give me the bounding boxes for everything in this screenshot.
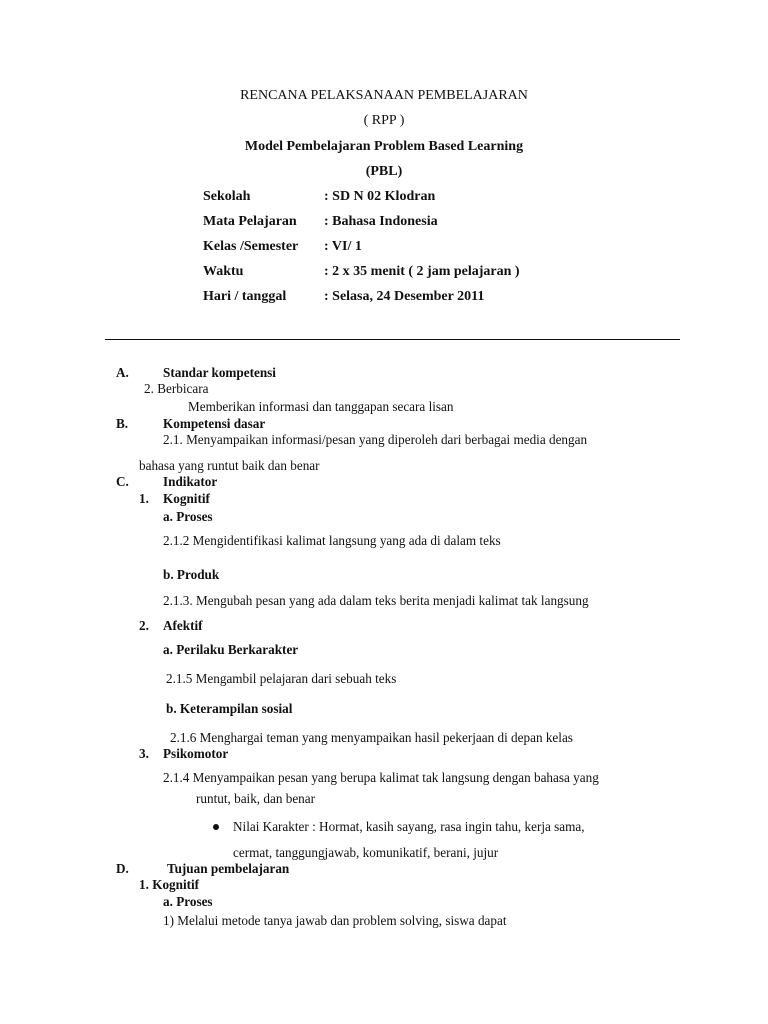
produk-heading: b. Produk	[163, 567, 220, 582]
psikomotor-number: 3.	[139, 746, 149, 761]
kognitif-number: 1.	[139, 491, 149, 506]
afektif-heading: Afektif	[163, 618, 203, 633]
section-a-desc: Memberikan informasi dan tanggapan secara lisan	[188, 399, 454, 414]
section-a-title: Standar kompetensi	[163, 365, 276, 380]
info-value-mapel: : Bahasa Indonesia	[324, 214, 438, 229]
info-label-hari: Hari / tanggal	[203, 289, 287, 304]
tujuan-item-1: 1) Melalui metode tanya jawab dan problem solving, siswa dapat	[163, 913, 507, 928]
model-abbr: (PBL)	[365, 164, 403, 179]
info-label-waktu: Waktu	[203, 264, 244, 279]
section-a-letter: A.	[116, 365, 129, 380]
keterampilan-heading: b. Keterampilan sosial	[166, 701, 293, 716]
info-value-hari: : Selasa, 24 Desember 2011	[324, 289, 485, 304]
nilai-karakter-line1: Nilai Karakter : Hormat, kasih sayang, rasa ingin tahu, kerja sama,	[233, 819, 585, 834]
info-value-sekolah: : SD N 02 Klodran	[324, 189, 436, 204]
indicator-2-1-6: 2.1.6 Menghargai teman yang menyampaikan hasil pekerjaan di depan kelas	[170, 730, 573, 745]
section-b-title: Kompetensi dasar	[163, 416, 266, 431]
bullet-icon	[213, 824, 219, 830]
kognitif-heading: Kognitif	[163, 491, 210, 506]
psikomotor-heading: Psikomotor	[163, 746, 229, 761]
info-label-sekolah: Sekolah	[203, 189, 251, 204]
section-d-letter: D.	[116, 861, 129, 876]
info-value-waktu: : 2 x 35 menit ( 2 jam pelajaran )	[324, 264, 520, 279]
model-title: Model Pembelajaran Problem Based Learning	[244, 139, 524, 154]
perilaku-heading: a. Perilaku Berkarakter	[163, 642, 299, 657]
proses-heading: a. Proses	[163, 509, 213, 524]
indicator-2-1-3: 2.1.3. Mengubah pesan yang ada dalam teks berita menjadi kalimat tak langsung	[163, 593, 589, 608]
info-label-mapel: Mata Pelajaran	[203, 214, 297, 229]
indicator-2-1-4-line1: 2.1.4 Menyampaikan pesan yang berupa kalimat tak langsung dengan bahasa yang	[163, 770, 599, 785]
info-value-kelas: : VI/ 1	[324, 239, 362, 254]
indicator-2-1-5: 2.1.5 Mengambil pelajaran dari sebuah teks	[166, 671, 397, 686]
section-b-letter: B.	[116, 416, 129, 431]
section-a-item: 2. Berbicara	[144, 381, 209, 396]
indicator-2-1-4-line2: runtut, baik, dan benar	[196, 791, 316, 806]
section-c-letter: C.	[116, 474, 129, 489]
tujuan-proses-heading: a. Proses	[163, 894, 213, 909]
afektif-number: 2.	[139, 618, 149, 633]
section-d-title: Tujuan pembelajaran	[167, 861, 290, 876]
section-c-title: Indikator	[163, 474, 218, 489]
section-b-line1: 2.1. Menyampaikan informasi/pesan yang diperoleh dari berbagai media dengan	[163, 432, 588, 447]
info-label-kelas: Kelas /Semester	[203, 239, 299, 254]
nilai-karakter-line2: cermat, tanggungjawab, komunikatif, berani, jujur	[233, 845, 499, 860]
horizontal-rule	[105, 339, 680, 340]
document-title: RENCANA PELAKSANAAN PEMBELAJARAN	[240, 88, 528, 103]
indicator-2-1-2: 2.1.2 Mengidentifikasi kalimat langsung yang ada di dalam teks	[163, 533, 501, 548]
document-abbr: ( RPP )	[363, 113, 405, 128]
tujuan-kognitif-heading: 1. Kognitif	[139, 877, 200, 892]
section-b-line2: bahasa yang runtut baik dan benar	[139, 458, 320, 473]
